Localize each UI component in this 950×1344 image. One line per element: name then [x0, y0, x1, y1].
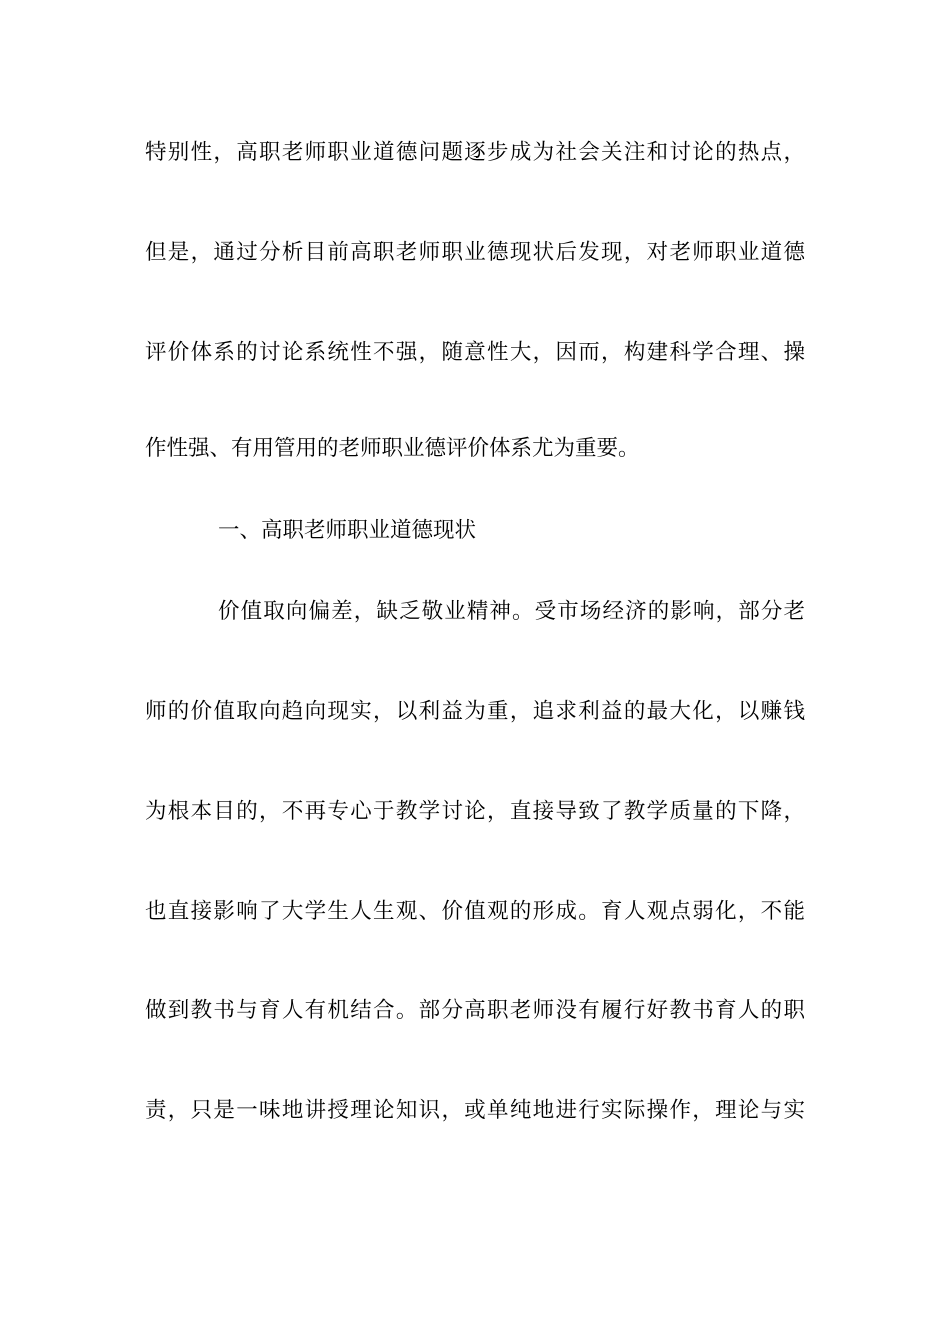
section-heading: 一、高职老师职业道德现状	[218, 518, 477, 543]
paragraph-line-1: 特别性，高职老师职业道德问题逐步成为社会关注和讨论的热点，	[145, 140, 805, 165]
paragraph-line-6: 价值取向偏差，缺乏敬业精神。受市场经济的影响，部分老	[218, 599, 805, 624]
paragraph-line-4: 作性强、有用管用的老师职业德评价体系尤为重要。	[145, 436, 640, 461]
paragraph-line-8: 为根本目的，不再专心于教学讨论，直接导致了教学质量的下降，	[145, 799, 805, 824]
paragraph-line-7: 师的价值取向趋向现实，以利益为重，追求利益的最大化，以赚钱	[145, 699, 805, 724]
paragraph-line-9: 也直接影响了大学生人生观、价值观的形成。育人观点弱化，不能	[145, 899, 805, 924]
paragraph-line-10: 做到教书与育人有机结合。部分高职老师没有履行好教书育人的职	[145, 998, 805, 1023]
paragraph-line-3: 评价体系的讨论系统性不强，随意性大，因而，构建科学合理、操	[145, 340, 805, 365]
paragraph-line-2: 但是，通过分析目前高职老师职业德现状后发现，对老师职业道德	[145, 240, 805, 265]
paragraph-line-11: 责，只是一味地讲授理论知识，或单纯地进行实际操作，理论与实	[145, 1098, 805, 1123]
